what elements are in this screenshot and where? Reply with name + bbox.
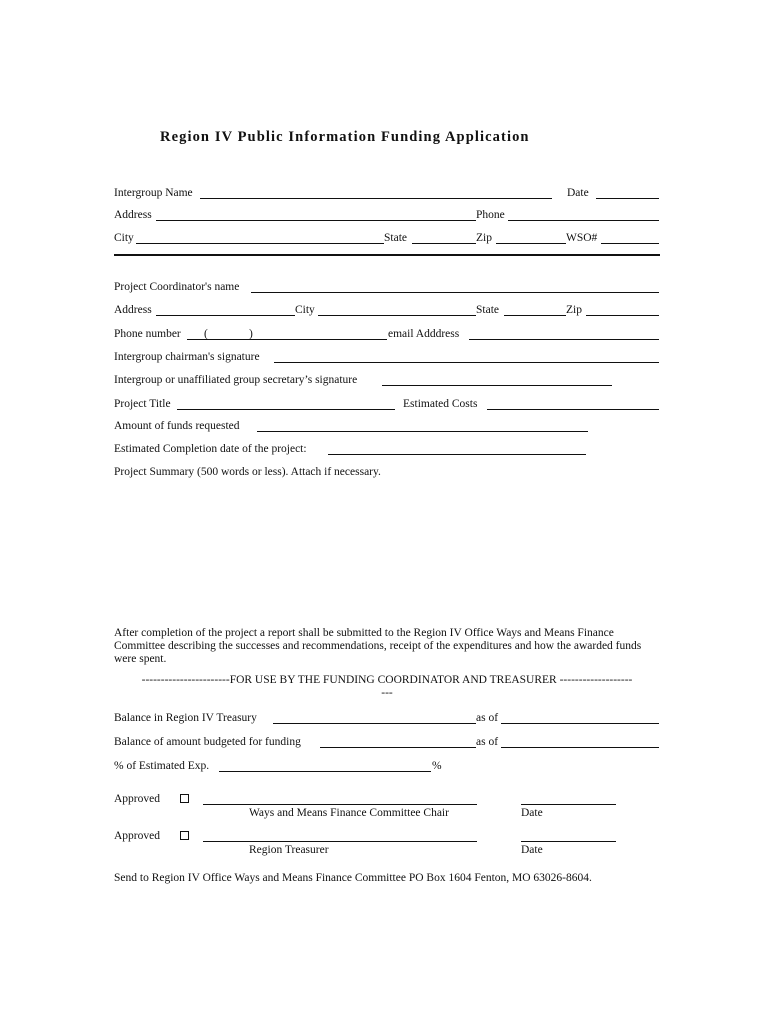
project-title-field[interactable] <box>177 409 395 410</box>
office-use-header-text: -----------------------FOR USE BY THE FUNDING COORDINATOR AND TREASURER ------------------- <box>141 674 633 686</box>
phone-number-label: Phone number <box>114 328 181 340</box>
phone-field[interactable] <box>508 220 659 221</box>
send-to-row <box>114 870 660 886</box>
as-of-field-1[interactable] <box>501 723 659 724</box>
phone-label: Phone <box>476 209 505 221</box>
project-address-row <box>114 302 660 318</box>
amount-requested-label: Amount of funds requested <box>114 420 240 432</box>
completion-date-row <box>114 441 660 457</box>
balance-budgeted-row <box>114 734 660 750</box>
approved-checkbox-2[interactable] <box>180 831 189 840</box>
percent-estimated-label: % of Estimated Exp. <box>114 760 210 772</box>
office-use-header-tail: --- <box>381 687 393 699</box>
project-title-label: Project Title <box>114 398 171 410</box>
completion-date-field[interactable] <box>328 454 586 455</box>
secretary-signature-label: Intergroup or unaffiliated group secretary’s signature <box>114 374 358 386</box>
project-address-field[interactable] <box>156 315 295 316</box>
wso-field[interactable] <box>601 243 659 244</box>
secretary-signature-field[interactable] <box>382 385 612 386</box>
amount-requested-field[interactable] <box>257 431 588 432</box>
form-title: Region IV Public Information Funding Application <box>160 129 530 145</box>
chairman-signature-label: Intergroup chairman's signature <box>114 351 260 363</box>
chair-caption-row <box>114 805 660 821</box>
zip-label: Zip <box>476 232 492 244</box>
project-state-label: State <box>476 304 499 316</box>
project-summary-area[interactable] <box>114 486 660 616</box>
address-label: Address <box>114 209 152 221</box>
chairman-signature-row <box>114 349 660 365</box>
date-label: Date <box>567 187 589 199</box>
intergroup-name-label: Intergroup Name <box>114 187 193 199</box>
coordinator-label: Project Coordinator's name <box>114 281 240 293</box>
date-field[interactable] <box>596 198 659 199</box>
project-summary-row <box>114 464 660 480</box>
intergroup-city-row <box>114 230 660 246</box>
section-divider <box>114 254 660 256</box>
date-caption-2: Date <box>521 844 543 856</box>
completion-date-label: Estimated Completion date of the project: <box>114 443 307 455</box>
send-to-text: Send to Region IV Office Ways and Means Finance Committee PO Box 1604 Fenton, MO 63026-8604. <box>114 872 592 884</box>
phone-number-field[interactable] <box>187 339 387 340</box>
state-field[interactable] <box>412 243 476 244</box>
office-use-header <box>114 674 660 700</box>
approved-label-2: Approved <box>114 830 160 842</box>
zip-field[interactable] <box>496 243 566 244</box>
balance-budgeted-label: Balance of amount budgeted for funding <box>114 736 301 748</box>
as-of-field-2[interactable] <box>501 747 659 748</box>
estimated-costs-label: Estimated Costs <box>403 398 478 410</box>
balance-treasury-field[interactable] <box>273 723 476 724</box>
secretary-signature-row <box>114 372 660 388</box>
percent-estimated-row <box>114 758 660 774</box>
state-label: State <box>384 232 407 244</box>
email-field[interactable] <box>469 339 659 340</box>
coordinator-row <box>114 279 660 295</box>
project-title-row <box>114 396 660 412</box>
project-address-label: Address <box>114 304 152 316</box>
amount-requested-row <box>114 418 660 434</box>
intergroup-address-row <box>114 207 660 223</box>
balance-treasury-row <box>114 710 660 726</box>
phone-paren-open: ( <box>204 328 208 340</box>
treasurer-caption: Region Treasurer <box>249 844 329 856</box>
estimated-costs-field[interactable] <box>487 409 659 410</box>
project-state-field[interactable] <box>504 315 566 316</box>
intergroup-name-row <box>114 185 660 201</box>
balance-budgeted-field[interactable] <box>320 747 476 748</box>
treasurer-caption-row <box>114 842 660 858</box>
report-notice: After completion of the project a report shall be submitted to the Region IV Office Ways and Means Finance Committee describing the successes and recommendations, receipt of the expenditures and how the awarded funds were spent. <box>114 627 642 666</box>
chairman-signature-field[interactable] <box>274 362 659 363</box>
approved-checkbox-1[interactable] <box>180 794 189 803</box>
date-caption-1: Date <box>521 807 543 819</box>
approved-label-1: Approved <box>114 793 160 805</box>
project-zip-field[interactable] <box>586 315 659 316</box>
percent-estimated-field[interactable] <box>219 771 431 772</box>
city-field[interactable] <box>136 243 384 244</box>
city-label: City <box>114 232 134 244</box>
project-summary-label: Project Summary (500 words or less). Attach if necessary. <box>114 466 381 478</box>
project-city-label: City <box>295 304 315 316</box>
project-zip-label: Zip <box>566 304 582 316</box>
wso-label: WSO# <box>566 232 598 244</box>
as-of-label-2: as of <box>476 736 499 748</box>
percent-sign: % <box>432 760 442 772</box>
phone-email-row <box>114 326 660 342</box>
address-field[interactable] <box>156 220 476 221</box>
intergroup-name-field[interactable] <box>200 198 552 199</box>
balance-treasury-label: Balance in Region IV Treasury <box>114 712 257 724</box>
as-of-label-1: as of <box>476 712 499 724</box>
email-label: email Adddress <box>388 328 460 340</box>
chair-caption: Ways and Means Finance Committee Chair <box>249 807 449 819</box>
phone-paren-close: ) <box>249 328 253 340</box>
coordinator-field[interactable] <box>251 292 659 293</box>
project-city-field[interactable] <box>318 315 476 316</box>
